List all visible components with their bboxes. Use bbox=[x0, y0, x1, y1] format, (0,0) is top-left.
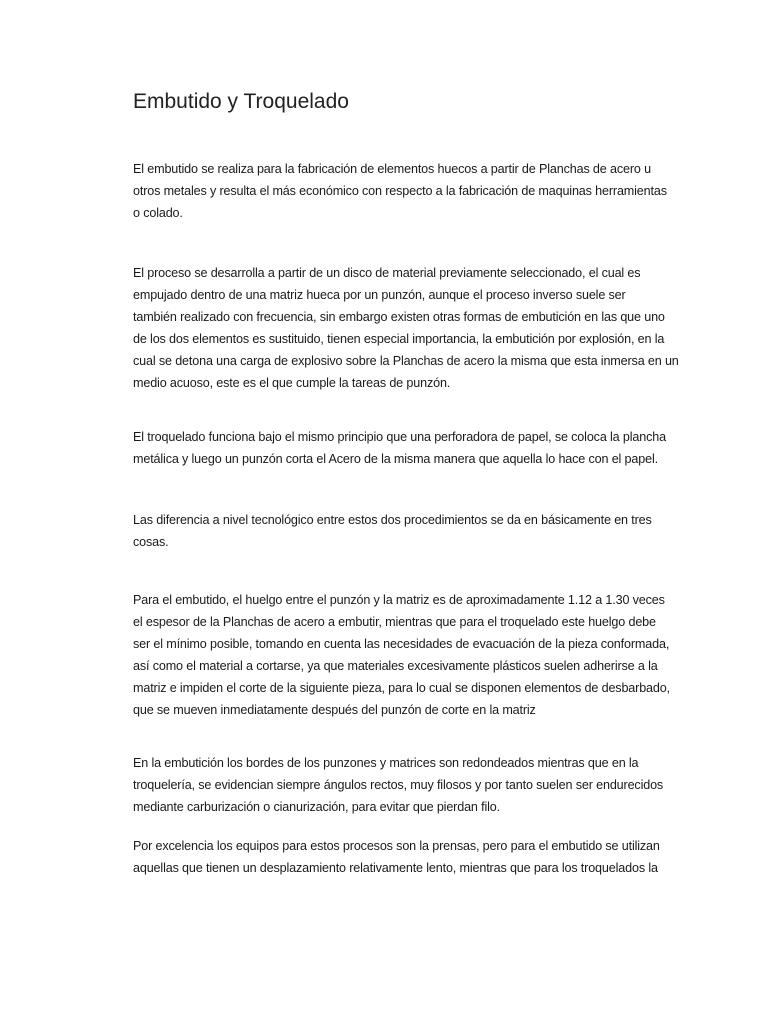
paragraph-line: de los dos elementos es sustituido, tienen especial importancia, la embutición por explosión, en la bbox=[133, 332, 665, 346]
paragraph bbox=[133, 589, 713, 721]
paragraph bbox=[133, 426, 713, 470]
paragraph-line: El embutido se realiza para la fabricación de elementos huecos a partir de Planchas de acero u bbox=[133, 162, 651, 176]
paragraph bbox=[133, 509, 713, 553]
paragraph-line: Para el embutido, el huelgo entre el punzón y la matriz es de aproximadamente 1.12 a 1.30 veces bbox=[133, 593, 665, 607]
paragraph-line: así como el material a cortarse, ya que materiales excesivamente plásticos suelen adherirse a la bbox=[133, 659, 658, 673]
paragraph-line: cual se detona una carga de explosivo sobre la Planchas de acero la misma que esta inmersa en un bbox=[133, 354, 679, 368]
paragraph-line: también realizado con frecuencia, sin embargo existen otras formas de embutición en las que uno bbox=[133, 310, 665, 324]
document-title: Embutido y Troquelado bbox=[133, 90, 349, 113]
paragraph-line: cosas. bbox=[133, 535, 169, 549]
paragraph bbox=[133, 158, 713, 224]
paragraph-line: Las diferencia a nivel tecnológico entre estos dos procedimientos se da en básicamente en tres bbox=[133, 513, 652, 527]
paragraph-line: mediante carburización o cianurización, para evitar que pierdan filo. bbox=[133, 800, 500, 814]
paragraph bbox=[133, 835, 713, 879]
paragraph-line: aquellas que tienen un desplazamiento relativamente lento, mientras que para los troquelados la bbox=[133, 861, 658, 875]
paragraph-line: el espesor de la Planchas de acero a embutir, mientras que para el troquelado este huelgo debe bbox=[133, 615, 656, 629]
paragraph-line: o colado. bbox=[133, 206, 183, 220]
paragraph-line: El troquelado funciona bajo el mismo principio que una perforadora de papel, se coloca la plancha bbox=[133, 430, 666, 444]
paragraph-line: que se mueven inmediatamente después del punzón de corte en la matriz bbox=[133, 703, 536, 717]
paragraph-line: matriz e impiden el corte de la siguiente pieza, para lo cual se disponen elementos de desbarbado, bbox=[133, 681, 670, 695]
paragraph-line: otros metales y resulta el más económico con respecto a la fabricación de maquinas herramientas bbox=[133, 184, 667, 198]
paragraph-line: Por excelencia los equipos para estos procesos son la prensas, pero para el embutido se utilizan bbox=[133, 839, 660, 853]
paragraph-line: troquelería, se evidencian siempre ángulos rectos, muy filosos y por tanto suelen ser endurecidos bbox=[133, 778, 664, 792]
paragraph bbox=[133, 262, 713, 394]
paragraph bbox=[133, 752, 713, 818]
paragraph-line: ser el mínimo posible, tomando en cuenta las necesidades de evacuación de la pieza conformada, bbox=[133, 637, 670, 651]
paragraph-line: medio acuoso, este es el que cumple la tareas de punzón. bbox=[133, 376, 451, 390]
paragraph-line: El proceso se desarrolla a partir de un disco de material previamente seleccionado, el cual es bbox=[133, 266, 641, 280]
paragraph-line: En la embutición los bordes de los punzones y matrices son redondeados mientras que en la bbox=[133, 756, 639, 770]
paragraph-line: empujado dentro de una matriz hueca por un punzón, aunque el proceso inverso suele ser bbox=[133, 288, 626, 302]
paragraph-line: metálica y luego un punzón corta el Acero de la misma manera que aquella lo hace con el papel. bbox=[133, 452, 658, 466]
